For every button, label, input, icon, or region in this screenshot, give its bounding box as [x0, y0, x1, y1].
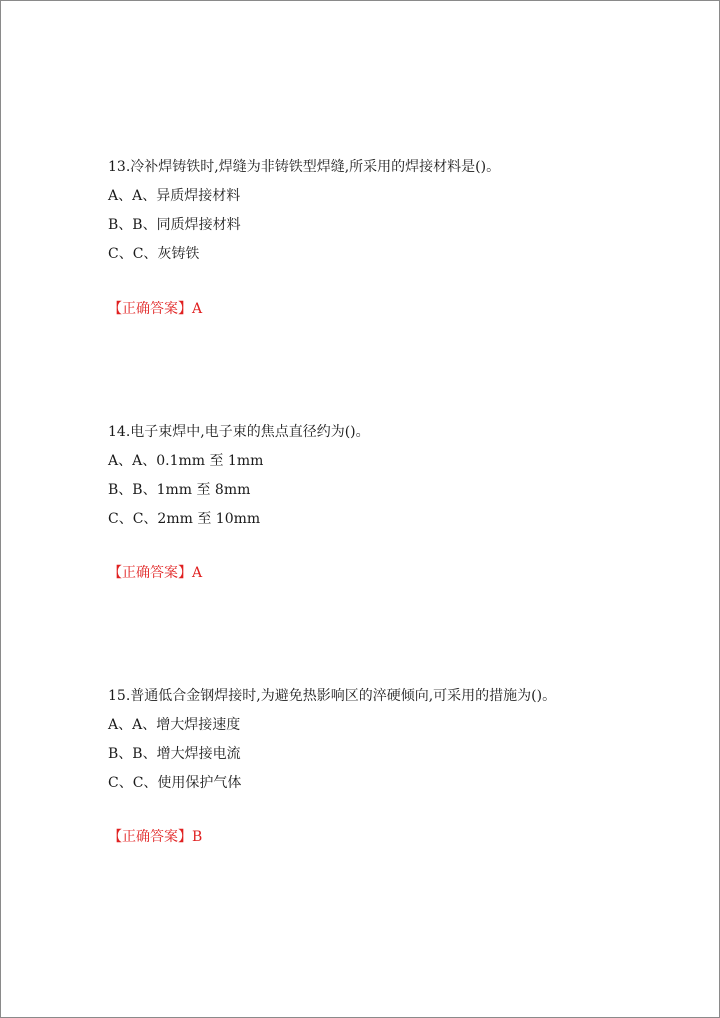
question-stem: 15.普通低合金钢焊接时,为避免热影响区的淬硬倾向,可采用的措施为()。	[108, 688, 557, 704]
question-stem: 13.冷补焊铸铁时,焊缝为非铸铁型焊缝,所采用的焊接材料是()。	[108, 159, 501, 175]
question-stem: 14.电子束焊中,电子束的焦点直径约为()。	[108, 424, 370, 440]
option-c: C、C、使用保护气体	[108, 775, 242, 791]
answer-line-13	[108, 299, 202, 319]
option-c: C、C、灰铸铁	[108, 246, 200, 262]
answer-value: A	[192, 301, 203, 317]
option-b: B、B、增大焊接电流	[108, 746, 241, 762]
question-14	[108, 422, 668, 529]
option-a: A、A、增大焊接速度	[108, 717, 241, 733]
option-b: B、B、同质焊接材料	[108, 217, 241, 233]
question-13	[108, 157, 668, 264]
answer-line-14	[108, 563, 202, 583]
answer-label: 【正确答案】	[108, 565, 192, 581]
answer-value: B	[192, 829, 203, 845]
question-15	[108, 686, 668, 793]
answer-label: 【正确答案】	[108, 301, 192, 317]
answer-value: A	[192, 565, 203, 581]
option-b: B、B、1mm 至 8mm	[108, 482, 251, 498]
option-c: C、C、2mm 至 10mm	[108, 511, 261, 527]
option-a: A、A、异质焊接材料	[108, 188, 241, 204]
answer-label: 【正确答案】	[108, 829, 192, 845]
answer-line-15	[108, 827, 202, 847]
option-a: A、A、0.1mm 至 1mm	[108, 453, 264, 469]
